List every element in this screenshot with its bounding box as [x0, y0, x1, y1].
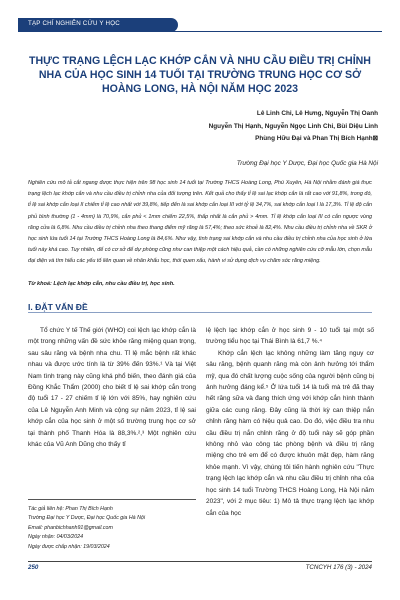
- left-paragraph: Tổ chức Y tế Thế giới (WHO) coi lệch lạc khớp cắn là một trong những vấn đề sức khỏe răng miệng quan trọng, sau sâu răng và bệnh nha chu. Tỉ lệ mắc bệnh rất khác nhau và được ước tính là từ 39% đến 93%.¹ Và tại Việt Nam tình trạng này cũng khá phổ biến, theo đánh giá của Đồng Khắc Thẩm (2000) cho biết tỉ lệ sai khớp cắn trong độ tuổi 17 - 27 chiếm tỉ lệ lớn với 85%, hay nghiên cứu của Lê Nguyễn Anh Minh và cộng sự năm 2023, tỉ lệ sai khớp cắn của học sinh ở một số trường trung học cơ sở tại thành phố Thanh Hóa là 88,3%.²,³ Một nghiên cứu khác của Vũ Anh Dũng cho thấy tỉ: [28, 327, 196, 449]
- footnote-rule: [28, 499, 196, 500]
- footnote-corresponding: Tác giả liên hệ: Phan Thị Bích Hạnh: [28, 506, 113, 512]
- author-list: [78, 108, 378, 146]
- footnote-email: Email: phanbichhanh91@gmail.com: [28, 524, 113, 531]
- journal-name: TẠP CHÍ NGHIÊN CỨU Y HỌC: [28, 20, 120, 27]
- author-line-3: Phùng Hữu Đại và Phan Thị Bích Hạnh⊠: [255, 135, 378, 142]
- journal-issue: TCNCYH 176 (3) - 2024: [305, 564, 372, 571]
- author-line-1: Lê Linh Chi, Lê Hưng, Nguyễn Thị Oanh: [256, 110, 378, 117]
- page-number: 250: [28, 564, 39, 571]
- footer-rule: [28, 561, 372, 562]
- right-paragraph-2: Khớp cắn lệch lạc không những làm tăng nguy cơ sâu răng, bệnh quanh răng mà còn ảnh hưởng tới thẩm mỹ, qua đó chất lượng cuộc sống của người bệnh cũng bị ảnh hưởng đáng kể.⁵ Ở lứa tuổi 14 là tuổi mà trẻ đã thay hết răng sữa và đang thích ứng với khớp cắn hình thành giữa các cung răng. Đây cũng là thời kỳ can thiệp nắn chỉnh răng hàm có hiệu quả cao. Do đó, việc điều tra nhu cầu điều trị nắn chỉnh răng ở độ tuổi này sẽ góp phần không nhỏ vào công tác phòng bệnh và điều trị răng miệng cho trẻ em để có được khuôn mặt đẹp, hàm răng khỏe mạnh. Vì vậy, chúng tôi tiến hành nghiên cứu "Thực trạng lệch lạc khớp cắn và nhu cầu điều trị chỉnh nha của học sinh 14 tuổi Trường THCS Hoàng Long, Hà Nội năm 2023", với 2 mục tiêu: 1) Mô tả thực trạng lệch lạc khớp cắn của học: [206, 349, 374, 517]
- header-rule: [18, 31, 382, 32]
- author-line-2: Nguyễn Thị Hạnh, Nguyễn Ngọc Linh Chi, Bùi Diệu Linh: [208, 122, 378, 130]
- right-column: [206, 325, 374, 519]
- abstract: Nghiên cứu mô tả cắt ngang được thực hiện trên 98 học sinh 14 tuổi tại Trường THCS Hoàng Long, Phú Xuyên, Hà Nội nhằm đánh giá thực trạng lệch lạc khớp cắn và nhu cầu điều trị chỉnh nha của đối tượng trên. Kết quả cho thấy tỉ lệ sai lạc khớp cắn là rất cao với 91,8%, trong đó, tỉ lệ sai khớp cắn loại II chiếm tỉ lệ cao nhất với 39,8%, tiếp đến là sai khớp cắn loại III với tỷ lệ 34,7%, sai khớp cắn loại I là 17,3%. Tỉ lệ độ cắn phủ bình thường (1 - 4mm) là 70,9%, cắn phủ < 1mm chiếm 22,5%, thấp nhất là cắn phủ > 4mm. Tỉ lệ khớp cắn loại III có cắn ngược vùng răng cửa là 6,8%. Nhu cầu điều trị chỉnh nha theo thang điểm mỹ răng là 57,4%; theo sức khoẻ là 82,4%. Nhu cầu điều trị chỉnh nha về SKR ở học sinh lứa tuổi 14 tại Trường THCS Hoàng Long là 84,6%. Như vậy, tình trạng sai khớp cắn và nhu cầu điều trị chỉnh nha của học sinh ở lứa tuổi này khá cao. Tuy nhiên, để có cơ sở để dự phòng cũng như can thiệp một cách hiệu quả, cần có những nghiên cứu cỡ mẫu lớn, chọn mẫu đại diện và tìm hiểu các yếu tố liên quan về nhân khẩu học, thói quen xấu, hành vi sử dụng dịch vụ chăm sóc răng miệng.: [28, 180, 372, 265]
- footnote-institution: Trường Đại học Y Dược, Đại học Quốc gia Hà Nội: [28, 515, 146, 522]
- footnote: [28, 505, 196, 552]
- right-paragraph-1: lệ lệch lạc khớp cắn ở học sinh 9 - 10 tuổi tại một số trường tiểu học tại Thái Bình là 61,7 %.⁴: [206, 327, 374, 346]
- keywords: Từ khoá: Lệch lạc khớp cắn, nhu cầu điều trị, học sinh.: [28, 281, 175, 287]
- footnote-received: Ngày nhận: 04/03/2024: [28, 534, 84, 541]
- article-title: THỰC TRẠNG LỆCH LẠC KHỚP CẮN VÀ NHU CẦU ĐIỀU TRỊ CHỈNH NHA CỦA HỌC SINH 14 TUỔI TẠI TRƯỜNG TRUNG HỌC CƠ SỞ HOÀNG LONG, HÀ NỘI NĂM HỌC 2023: [29, 55, 371, 95]
- journal-header-banner: [18, 18, 178, 32]
- section-heading: I. ĐẶT VẤN ĐỀ: [28, 302, 88, 312]
- left-column: [28, 325, 196, 450]
- section-rule: [28, 312, 372, 313]
- affiliation: Trường Đại học Y Dược, Đại học Quốc gia Hà Nội: [236, 160, 378, 167]
- footnote-accepted: Ngày được chấp nhận: 19/03/2024: [28, 543, 110, 550]
